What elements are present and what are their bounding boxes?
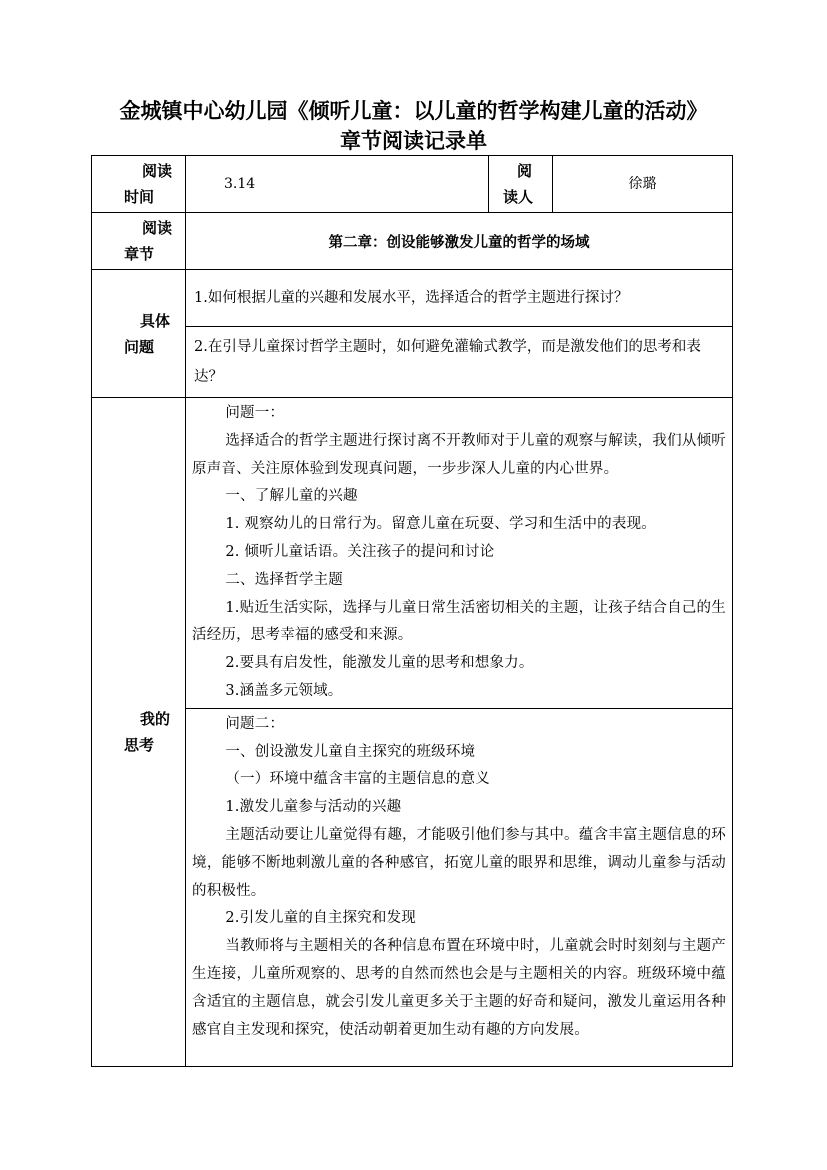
thinking-part-1 [192, 398, 726, 708]
paragraph: 2. 倾听儿童话语。关注孩子的提问和讨论 [225, 543, 495, 560]
label-line: 思考 [124, 736, 155, 754]
document-subtitle: 章节阅读记录单 [340, 129, 487, 153]
paragraph: 二、选择哲学主题 [225, 571, 343, 588]
paragraph: 问题一： [225, 405, 285, 421]
thinking-row [92, 398, 733, 1067]
paragraph: 问题二： [225, 715, 285, 732]
thinking-part-2 [192, 709, 726, 1047]
label-line: 章节 [124, 245, 155, 263]
paragraph: 2.要具有启发性，能激发儿童的思考和想象力。 [225, 655, 534, 672]
my-thinking-label [92, 398, 186, 1067]
reader-value: 徐璐 [553, 156, 733, 213]
paragraph: （一）环境中蕴含丰富的主题信息的意义 [225, 771, 490, 788]
reader-label [489, 156, 553, 213]
paragraph: 1.激发儿童参与活动的兴趣 [225, 799, 402, 816]
question-row-2 [92, 327, 733, 398]
paragraph: 主题活动要让儿童觉得有趣，才能吸引他们参与其中。蕴含丰富主题信息的环境，能够不断地刺激儿童的各种感官，拓宽儿童的眼界和思维，调动儿童参与活动的积极性。 [192, 826, 726, 899]
question-2: 2.在引导儿童探讨哲学主题时，如何避免灌输式教学，而是激发他们的思考和表达？ [186, 327, 733, 398]
paragraph: 一、了解儿童的兴趣 [225, 488, 358, 505]
reading-record-table [91, 155, 733, 1067]
paragraph: 一、创设激发儿童自主探究的班级环境 [225, 743, 476, 760]
paragraph: 1. 观察幼儿的日常行为。留意儿童在玩耍、学习和生活中的表现。 [225, 516, 656, 533]
label-line: 具体 [140, 311, 171, 330]
label-line: 阅读 [142, 162, 173, 180]
reading-time-value: 3.14 [186, 156, 489, 213]
label-line: 我的 [140, 710, 171, 728]
document-title: 金城镇中心幼儿园《倾听儿童：以儿童的哲学构建儿童的活动》 [119, 99, 708, 123]
label-line: 读人 [503, 188, 534, 206]
question-1: 1.如何根据儿童的兴趣和发展水平，选择适合的哲学主题进行探讨？ [186, 270, 733, 327]
specific-questions-label [92, 270, 186, 398]
paragraph: 3.涵盖多元领域。 [225, 682, 343, 699]
paragraph: 2.引发儿童的自主探究和发现 [225, 910, 416, 927]
question-row-1 [92, 270, 733, 327]
label-line: 阅 [517, 162, 533, 180]
reading-chapter-row [92, 213, 733, 270]
label-line: 阅读 [142, 219, 173, 237]
paragraph: 选择适合的哲学主题进行探讨离不开教师对于儿童的观察与解读，我们从倾听原声音、关注原体验到发现真问题，一步步深人儿童的内心世界。 [192, 432, 726, 477]
reading-chapter-label [92, 213, 186, 270]
paragraph: 1.贴近生活实际，选择与儿童日常生活密切相关的主题，让孩子结合自己的生活经历，思考幸福的感受和来源。 [192, 599, 726, 644]
label-line: 问题 [124, 337, 155, 356]
chapter-title: 第二章：创设能够激发儿童的哲学的场域 [186, 213, 733, 270]
reading-time-label [92, 156, 186, 213]
reading-time-row [92, 156, 733, 213]
my-thinking-content [186, 398, 733, 1067]
paragraph: 当教师将与主题相关的各种信息布置在环境中时，儿童就会时时刻刻与主题产生连接，儿童所观察的、思考的自然而然也会是与主题相关的内容。班级环境中蕴含适宜的主题信息，就会引发儿童更多关于主题的好奇和疑问，激发儿童运用各种感官自主发现和探究，使活动朝着更加生动有趣的方向发展。 [192, 938, 726, 1038]
label-line: 时间 [124, 188, 155, 206]
